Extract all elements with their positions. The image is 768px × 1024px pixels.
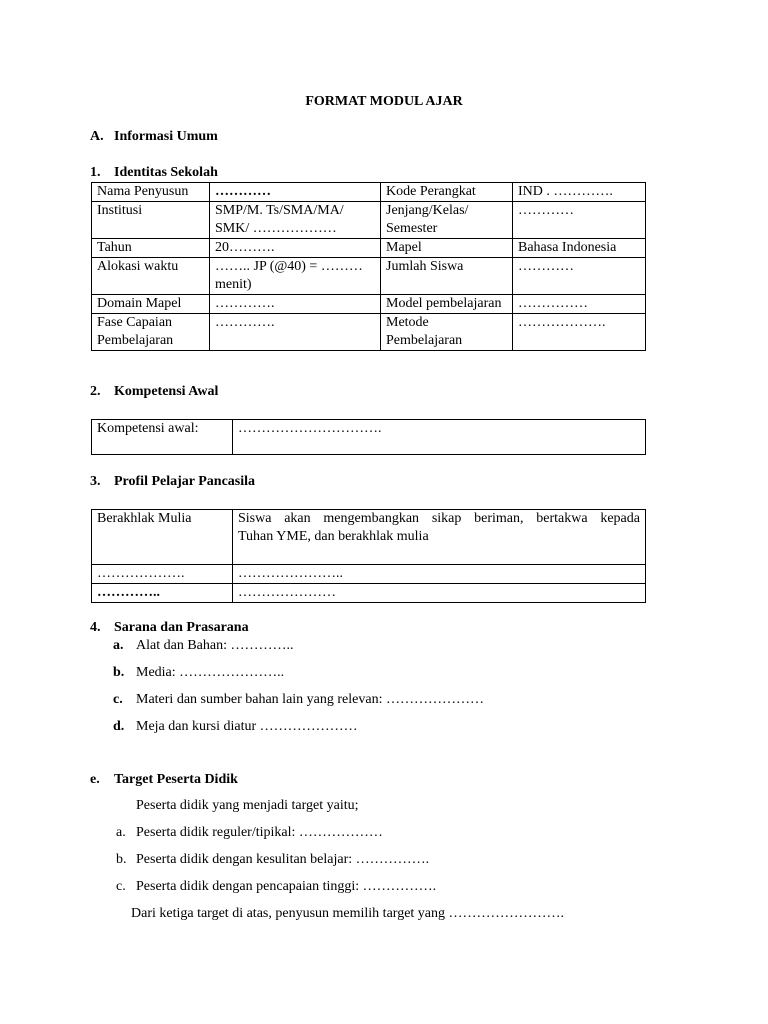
table-row [92, 183, 646, 202]
table-cell: Kode Perangkat [381, 183, 513, 202]
table-cell: Institusi [92, 202, 210, 239]
profil-number: 3. [90, 474, 101, 489]
list-item [113, 719, 358, 735]
list-item [113, 638, 293, 654]
table-cell: …………. [210, 295, 381, 314]
profil-table [91, 509, 646, 603]
table-cell: …………………………. [233, 420, 646, 455]
list-item-marker: a. [113, 638, 124, 653]
identitas-table [91, 182, 646, 351]
list-item-text: Materi dan sumber bahan lain yang relevan: ………………… [136, 692, 484, 707]
table-cell [233, 510, 646, 565]
list-item-marker: c. [116, 879, 126, 894]
sarana-label: Sarana dan Prasarana [114, 620, 249, 635]
table-row [92, 258, 646, 295]
list-item [113, 665, 284, 681]
table-cell: ………………. [513, 314, 646, 351]
table-cell: …………… [513, 295, 646, 314]
profil-description-line-2: Tuhan YME, dan berakhlak mulia [238, 529, 429, 544]
profil-description-line-1: Siswa akan mengembangkan sikap beriman, bertakwa kepada [238, 511, 640, 526]
table-row [92, 420, 646, 455]
kompetensi-table [91, 419, 646, 455]
table-cell: ………….. [92, 584, 233, 603]
list-item-marker: b. [113, 665, 125, 680]
target-intro: Peserta didik yang menjadi target yaitu; [136, 798, 359, 813]
table-cell: Nama Penyusun [92, 183, 210, 202]
kompetensi-label: Kompetensi Awal [114, 384, 219, 399]
table-cell: Tahun [92, 239, 210, 258]
table-cell: …………. [210, 314, 381, 351]
table-cell: Bahasa Indonesia [513, 239, 646, 258]
target-heading [90, 772, 238, 788]
list-item-marker: c. [113, 692, 123, 707]
table-cell: Fase Capaian Pembelajaran [92, 314, 210, 351]
list-item-text: Peserta didik dengan pencapaian tinggi: ……………. [136, 879, 437, 894]
table-cell: Domain Mapel [92, 295, 210, 314]
table-row [92, 295, 646, 314]
table-cell: Jumlah Siswa [381, 258, 513, 295]
kompetensi-number: 2. [90, 384, 101, 399]
document-title: FORMAT MODUL AJAR [305, 94, 463, 109]
table-cell: 20………. [210, 239, 381, 258]
table-cell: SMP/M. Ts/SMA/MA/ SMK/ ……………… [210, 202, 381, 239]
table-cell: ………… [513, 258, 646, 295]
table-cell: …….. JP (@40) = ……… menit) [210, 258, 381, 295]
table-cell: Metode Pembelajaran [381, 314, 513, 351]
list-item-text: Peserta didik reguler/tipikal: ……………… [136, 825, 383, 840]
target-label: Target Peserta Didik [114, 772, 238, 787]
list-item-marker: d. [113, 719, 125, 734]
list-item [116, 852, 429, 868]
table-cell: Alokasi waktu [92, 258, 210, 295]
list-item-text: Meja dan kursi diatur ………………… [136, 719, 358, 734]
list-item [116, 879, 436, 895]
list-item [113, 692, 484, 708]
table-row [92, 202, 646, 239]
table-cell: Jenjang/Kelas/ Semester [381, 202, 513, 239]
table-cell: Model pembelajaran [381, 295, 513, 314]
list-item-text: Media: ………………….. [136, 665, 285, 680]
identitas-heading [90, 165, 218, 181]
table-cell: ………… [210, 183, 381, 202]
sarana-number: 4. [90, 620, 101, 635]
section-a-label: Informasi Umum [114, 129, 218, 144]
table-cell: ………………… [233, 584, 646, 603]
table-cell: ………………. [92, 565, 233, 584]
table-cell: ………………….. [233, 565, 646, 584]
kompetensi-heading [90, 384, 218, 400]
identitas-number: 1. [90, 165, 101, 180]
list-item-marker: b. [116, 852, 127, 867]
section-a-number: A. [90, 129, 104, 144]
table-cell: IND . …………. [513, 183, 646, 202]
profil-label: Profil Pelajar Pancasila [114, 474, 256, 489]
table-cell: ………… [513, 202, 646, 239]
target-closing: Dari ketiga target di atas, penyusun memilih target yang ……………………. [131, 906, 565, 921]
identitas-label: Identitas Sekolah [114, 165, 218, 180]
list-item [116, 825, 383, 841]
profil-heading [90, 474, 255, 490]
table-cell: Kompetensi awal: [92, 420, 233, 455]
table-cell: Berakhlak Mulia [92, 510, 233, 565]
table-row [92, 239, 646, 258]
table-row [92, 584, 646, 603]
list-item-text: Peserta didik dengan kesulitan belajar: ……………. [136, 852, 430, 867]
list-item-marker: a. [116, 825, 126, 840]
section-a-heading [90, 129, 218, 145]
target-number: e. [90, 772, 100, 787]
table-row [92, 565, 646, 584]
table-cell: Mapel [381, 239, 513, 258]
table-row [92, 510, 646, 565]
sarana-heading [90, 620, 249, 636]
list-item-text: Alat dan Bahan: ………….. [136, 638, 294, 653]
table-row [92, 314, 646, 351]
